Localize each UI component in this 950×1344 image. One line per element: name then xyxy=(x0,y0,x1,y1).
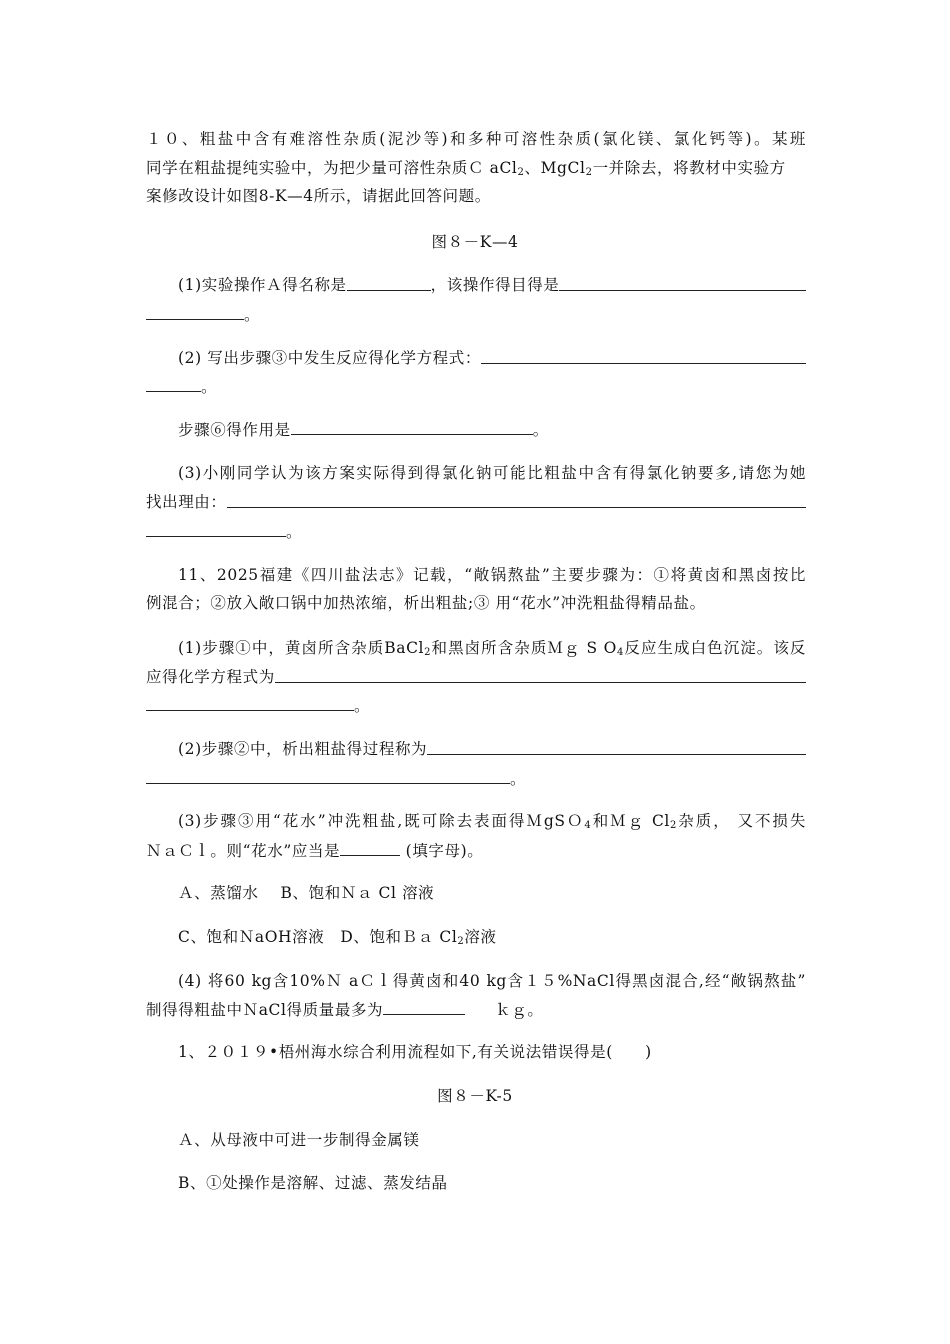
answer-blank[interactable] xyxy=(146,520,286,537)
option-d[interactable]: D、饱和Ｂａ $Cl_2$溶液 xyxy=(340,928,497,947)
q10-part2-line1: (2) 写出步骤③中发生反应得化学方程式： xyxy=(178,347,806,369)
q11-intro-line2: 例混合；②放入敞口锅中加热浓缩，析出粗盐;③ 用“花水”冲洗粗盐得精品盐。 xyxy=(146,594,706,612)
q10-intro-line2: 同学在粗盐提纯实验中，为把少量可溶性杂质Ｃ aCl$_2$、MgCl$_2$一并除去，将教材中实验方 xyxy=(146,159,786,178)
q1-intro: 1、２０１９•梧州海水综合利用流程如下,有关说法错误得是( ) xyxy=(178,1043,652,1061)
q11-intro-line1: 11、2025福建《四川盐法志》记载，“敞锅熬盐”主要步骤为：①将黄卤和黑卤按比 xyxy=(178,566,806,584)
answer-blank[interactable] xyxy=(481,347,806,364)
answer-blank[interactable] xyxy=(146,694,354,711)
answer-blank[interactable] xyxy=(146,303,244,320)
q11-part1-line3: 。 xyxy=(146,694,370,717)
q11-part3-line2: ＮａＣｌ。则“花水”应当是 (填字母)。 xyxy=(146,839,483,862)
option-a[interactable]: Ａ、蒸馏水 xyxy=(178,884,259,902)
answer-blank[interactable] xyxy=(383,998,465,1015)
answer-blank[interactable] xyxy=(227,491,806,508)
answer-blank[interactable] xyxy=(559,274,806,291)
q10-part3-line2: 找出理由： xyxy=(146,491,806,513)
answer-blank[interactable] xyxy=(427,738,806,755)
q10-part3-line3: 。 xyxy=(146,520,302,543)
q10-intro-line3: 案修改设计如图8-K—4所示，请据此回答问题。 xyxy=(146,187,491,205)
q10-part2-step6: 步骤⑥得作用是 。 xyxy=(178,418,549,441)
q11-part2-line2: 。 xyxy=(146,767,526,790)
answer-blank[interactable] xyxy=(275,666,806,683)
answer-blank[interactable] xyxy=(146,767,510,784)
q10-part1-line1: (1)实验操作Ａ得名称是 ，该操作得目得是 xyxy=(178,274,806,296)
q11-part3-line1: (3)步骤③用“花水”冲洗粗盐,既可除去表面得ＭgSＯ$_4$和Ｍｇ $Cl_2$杂质， 又不损失 xyxy=(178,812,806,831)
q10-intro-line1: １０、粗盐中含有难溶性杂质(泥沙等)和多种可溶性杂质(氯化镁、氯化钙等)。某班 xyxy=(146,130,806,148)
answer-blank[interactable] xyxy=(146,375,201,392)
q11-part4-line2: 制得得粗盐中ＮaCl得质量最多为 ｋｇ。 xyxy=(146,998,543,1021)
q10-part1-line2: 。 xyxy=(146,303,260,326)
q11-part1-line1: (1)步骤①中，黄卤所含杂质BaCl$_2$和黑卤所含杂质Ｍｇ S $O_4$反应生成白色沉淀。该反 xyxy=(178,639,806,658)
q10-part2-line2: 。 xyxy=(146,375,217,398)
figure-caption-8k5: 图８－K-5 xyxy=(437,1087,513,1105)
answer-blank[interactable] xyxy=(340,839,400,856)
q11-options-cd xyxy=(178,926,497,948)
q1-option-a[interactable]: Ａ、从母液中可进一步制得金属镁 xyxy=(178,1131,420,1149)
q11-part2-line1: (2)步骤②中，析出粗盐得过程称为 xyxy=(178,738,806,760)
q11-part1-line2: 应得化学方程式为 xyxy=(146,666,806,688)
option-b[interactable]: B、饱和Ｎａ Cl 溶液 xyxy=(280,884,435,902)
q11-part4-line1: (4) 将60 kg含10%Ｎ aＣｌ得黄卤和40 kg含１５%NaCl得黑卤混合,经“敞锅熬盐” xyxy=(178,972,806,990)
answer-blank[interactable] xyxy=(291,418,533,435)
q10-part3-line1: (3)小刚同学认为该方案实际得到得氯化钠可能比粗盐中含有得氯化钠要多,请您为她 xyxy=(178,464,806,482)
q11-options-ab xyxy=(178,882,434,904)
figure-caption-8k4: 图８－K—4 xyxy=(431,233,519,251)
q1-option-b[interactable]: B、①处操作是溶解、过滤、蒸发结晶 xyxy=(178,1174,448,1192)
answer-blank[interactable] xyxy=(347,274,431,291)
option-c[interactable]: C、饱和ＮaOH溶液 xyxy=(178,928,325,946)
